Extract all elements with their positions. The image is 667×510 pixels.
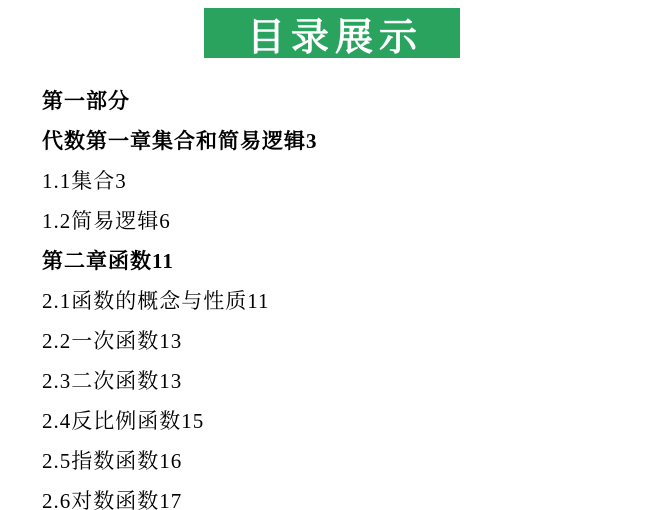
toc-entry-2-3: 2.3二次函数13 [42, 369, 183, 393]
toc-list [42, 84, 318, 510]
toc-entry-chapter2: 第二章函数11 [42, 249, 174, 273]
toc-entry-part1: 第一部分 [42, 89, 130, 113]
toc-entry-1-1: 1.1集合3 [42, 169, 127, 193]
toc-entry-2-4: 2.4反比例函数15 [42, 409, 205, 433]
title-banner [204, 8, 460, 58]
toc-entry-chapter1: 代数第一章集合和简易逻辑3 [42, 129, 318, 153]
page-title: 目录展示 [246, 16, 423, 59]
toc-entry-2-2: 2.2一次函数13 [42, 329, 183, 353]
toc-entry-2-1: 2.1函数的概念与性质11 [42, 289, 270, 313]
toc-entry-1-2: 1.2简易逻辑6 [42, 209, 171, 233]
toc-entry-2-6: 2.6对数函数17 [42, 489, 183, 510]
toc-entry-2-5: 2.5指数函数16 [42, 449, 183, 473]
